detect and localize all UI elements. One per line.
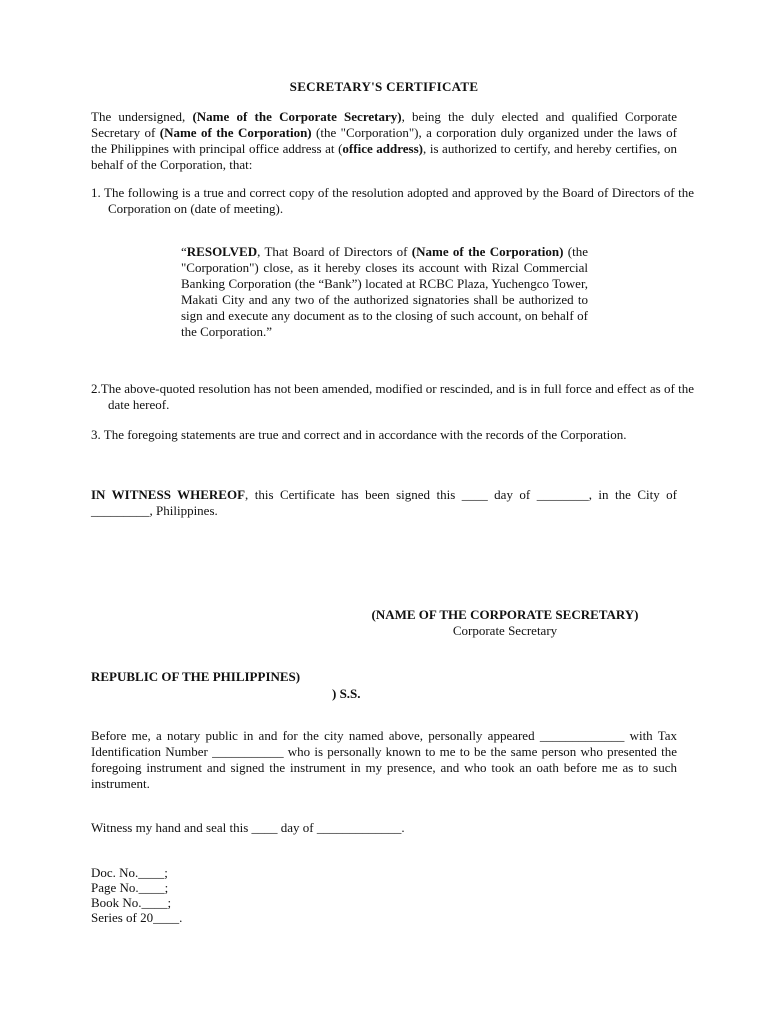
list-item-3: 3. The foregoing statements are true and correct and in accordance with the records of the Corporation. (91, 427, 627, 442)
intro-bold-address: office address) (342, 141, 424, 156)
notary-entries (91, 865, 182, 925)
notary-page-no: Page No.____; (91, 880, 169, 895)
signature-role: Corporate Secretary (452, 623, 558, 638)
witness-paragraph (91, 487, 677, 519)
notary-series: Series of 20____. (91, 910, 183, 925)
ss-line: ) S.S. (332, 686, 361, 701)
quote-bold-resolved: RESOLVED (186, 244, 258, 259)
intro-bold-corporation: (Name of the Corporation) (159, 125, 312, 140)
witness-hand-line: Witness my hand and seal this ____ day of _____________. (91, 820, 405, 835)
signature-block (340, 607, 670, 639)
intro-text-2: , being the duly elected and qualified Corporate Secretary of (91, 109, 677, 140)
intro-paragraph (91, 109, 677, 173)
notary-book-no: Book No.____; (91, 895, 172, 910)
list-item-1: 1. The following is a true and correct copy of the resolution adopted and approved by the Board of Directors of the Corporation on (date of meeting). (91, 185, 694, 216)
quote-text-2: (the "Corporation") close, as it hereby closes its account with Rizal Commercial Banking Corporation (the “Bank”) located at RCBC Plaza, Yuchengco Tower, Makati City and any two of the authorized signatories shall be authorized to sign and execute any document as to the closing of such account, on behalf of the Corporation.” (181, 244, 588, 339)
notary-paragraph: Before me, a notary public in and for the city named above, personally appeared _____________ with Tax Identification Number ___________ who is personally known to me to be the same person who presented the foregoing instrument and signed the instrument in my presence, and who took an oath before me as to such instrument. (91, 728, 677, 791)
intro-text-3: (the "Corporation"), a corporation duly organized under the laws of the Philippines with principal office address at ( (91, 125, 677, 156)
notary-doc-no: Doc. No.____; (91, 865, 168, 880)
witness-text: , this Certificate has been signed this ____ day of ________, in the City of _________, Philippines. (91, 487, 677, 518)
signature-name: (NAME OF THE CORPORATE SECRETARY) (371, 607, 639, 622)
page-title: SECRETARY'S CERTIFICATE (289, 79, 479, 94)
intro-text-4: , is authorized to certify, and hereby certifies, on behalf of the Corporation, that: (91, 141, 677, 172)
quote-bold-corporation: (Name of the Corporation) (411, 244, 564, 259)
quote-open-mark: “ (181, 244, 187, 259)
list-item-2: 2.The above-quoted resolution has not been amended, modified or rescinded, and is in full force and effect as of the date hereof. (91, 381, 694, 412)
resolution-quote (181, 244, 588, 340)
intro-text-1: The undersigned, (91, 109, 193, 124)
quote-text-1: , That Board of Directors of (257, 244, 412, 259)
republic-line: REPUBLIC OF THE PHILIPPINES) (91, 669, 301, 684)
intro-bold-secretary: (Name of the Corporate Secretary) (192, 109, 402, 124)
witness-bold: IN WITNESS WHEREOF (91, 487, 246, 502)
